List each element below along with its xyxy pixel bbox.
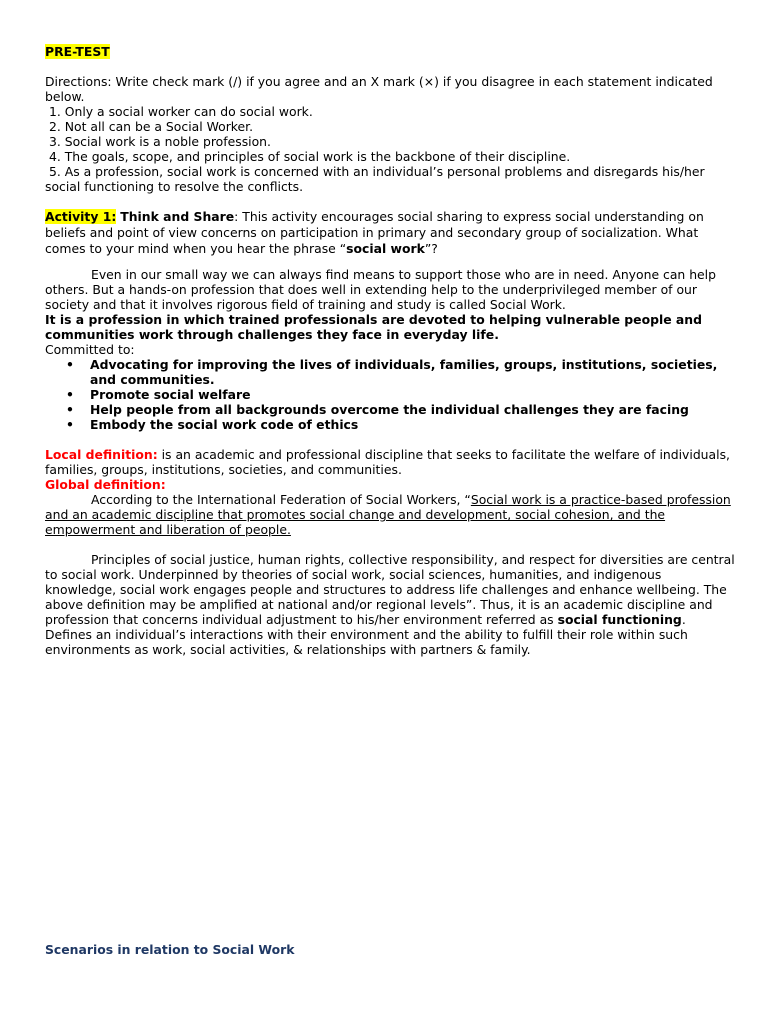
activity-label: Activity 1: bbox=[45, 209, 117, 224]
activity-phrase: social work bbox=[346, 241, 425, 256]
principles-text-end: . Defines an individual’s interactions with their environment and the ability to fulfill their role within such environments as work, social activities, & relationships with partners & family. bbox=[45, 612, 688, 657]
local-definition bbox=[45, 447, 735, 477]
pretest-item-1: 1. Only a social worker can do social work. bbox=[45, 104, 313, 119]
activity-paragraph bbox=[45, 209, 735, 257]
global-definition-label: Global definition: bbox=[45, 477, 166, 492]
list-item-text: Promote social welfare bbox=[90, 387, 251, 402]
global-definition-quote: Social work is a practice-based profession and an academic discipline that promotes social change and development, social cohesion, and the empowerment and liberation of people. bbox=[45, 492, 731, 537]
bullet-icon: • bbox=[66, 417, 74, 432]
list-item bbox=[66, 387, 735, 402]
committed-list bbox=[45, 357, 735, 432]
list-item bbox=[66, 357, 735, 387]
global-definition-label-row bbox=[45, 477, 735, 492]
body-paragraph-bold: It is a profession in which trained professionals are devoted to helping vulnerable people and communities work through challenges they face in everyday life. bbox=[45, 312, 702, 342]
list-item-text: Help people from all backgrounds overcome the individual challenges they are facing bbox=[90, 402, 689, 417]
list-item-text: Advocating for improving the lives of individuals, families, groups, institutions, societies, and communities. bbox=[90, 357, 718, 387]
pretest-heading bbox=[45, 44, 735, 59]
spacer bbox=[45, 257, 735, 267]
principles-term: social functioning bbox=[557, 612, 682, 627]
pretest-item-4: 4. The goals, scope, and principles of social work is the backbone of their discipline. bbox=[45, 149, 571, 164]
pretest-item-2: 2. Not all can be a Social Worker. bbox=[45, 119, 254, 134]
list-item-text: Embody the social work code of ethics bbox=[90, 417, 359, 432]
scenarios-heading: Scenarios in relation to Social Work bbox=[45, 942, 295, 957]
bullet-icon: • bbox=[66, 357, 74, 372]
document-page bbox=[45, 44, 735, 657]
body-paragraph-1: Even in our small way we can always find means to support those who are in need. Anyone can help others. But a hands-on profession that does well in extending help to the underprivileged member of our society and that it involves rigorous field of training and study is called Social Work. bbox=[45, 267, 716, 312]
pretest-item-5: 5. As a profession, social work is concerned with an individual’s personal problems and disregards his/her social functioning to resolve the conflicts. bbox=[45, 164, 709, 194]
activity-text: : This activity encourages social sharing to express social understanding on beliefs and point of view concerns on participation in primary and secondary group of socialization. What comes to your mind when you hear the phrase “ bbox=[45, 209, 704, 256]
pretest-directions: Directions: Write check mark (/) if you agree and an X mark (×) if you disagree in each statement indicated below. bbox=[45, 74, 713, 104]
global-definition-intro: According to the International Federation of Social Workers, “ bbox=[91, 492, 471, 507]
spacer bbox=[45, 194, 735, 209]
pretest-item-3: 3. Social work is a noble profession. bbox=[45, 134, 271, 149]
bullet-icon: • bbox=[66, 387, 74, 402]
activity-text-end: ”? bbox=[424, 241, 438, 256]
principles-text: Principles of social justice, human rights, collective responsibility, and respect for diversities are central to social work. Underpinned by theories of social work, social sciences, humanities, and indigenous knowledge, social work engages people and structures to address life challenges and enhance wellbeing. The above definition may be amplified at national and/or regional levels”. Thus, it is an academic discipline and profession that concerns individual adjustment to his/her environment referred as bbox=[45, 552, 735, 627]
activity-title: Think and Share bbox=[120, 209, 235, 224]
global-definition bbox=[45, 492, 735, 537]
spacer bbox=[45, 59, 735, 74]
local-definition-text: is an academic and professional discipline that seeks to facilitate the welfare of individuals, families, groups, institutions, societies, and communities. bbox=[45, 447, 730, 477]
spacer bbox=[45, 432, 735, 447]
committed-label: Committed to: bbox=[45, 342, 135, 357]
list-item bbox=[66, 402, 735, 417]
principles-paragraph bbox=[45, 552, 735, 657]
spacer bbox=[45, 537, 735, 552]
pretest-heading-text: PRE-TEST bbox=[45, 44, 110, 59]
bullet-icon: • bbox=[66, 402, 74, 417]
list-item bbox=[66, 417, 735, 432]
local-definition-label: Local definition: bbox=[45, 447, 158, 462]
